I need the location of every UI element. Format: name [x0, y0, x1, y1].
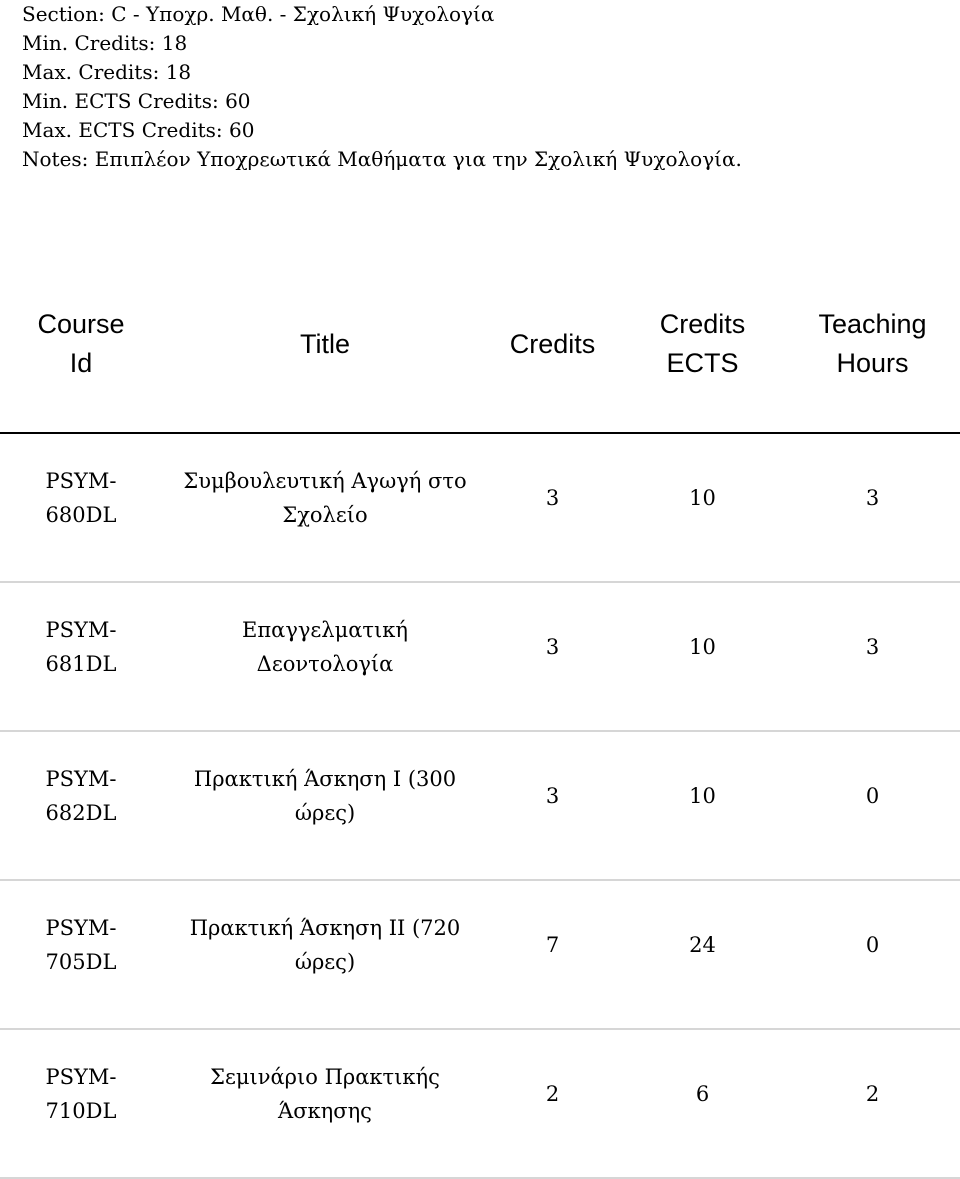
course-id-cell: PSYM- 681DL	[45, 618, 117, 676]
ects-cell: 10	[689, 486, 716, 510]
ects-cell: 10	[689, 635, 716, 659]
table-row	[0, 881, 960, 1030]
course-id-cell: PSYM- 680DL	[45, 469, 117, 527]
credits-cell: 3	[545, 486, 560, 510]
course-title-cell: Συμβουλευτική Αγωγή στο Σχολείο	[183, 469, 467, 527]
table-row	[0, 1030, 960, 1179]
course-id-cell: PSYM- 682DL	[45, 767, 117, 825]
header-teaching-hours: Teaching Hours	[818, 309, 927, 378]
section-name: Section: C - Υποχρ. Μαθ. - Σχολική Ψυχολογία	[22, 2, 495, 26]
header-credits: Credits	[509, 328, 596, 359]
course-title-cell: Σεμινάριο Πρακτικής Άσκησης	[210, 1065, 440, 1123]
course-id-cell: PSYM- 705DL	[45, 916, 117, 974]
courses-table	[0, 290, 960, 1179]
ects-cell: 24	[689, 933, 716, 957]
table-row	[0, 434, 960, 583]
ects-cell: 6	[695, 1082, 710, 1106]
min-ects-credits: Min. ECTS Credits: 60	[22, 89, 251, 113]
credits-cell: 3	[545, 635, 560, 659]
teaching-hours-cell: 0	[865, 933, 880, 957]
header-credits-ects: Credits ECTS	[659, 309, 746, 378]
min-credits: Min. Credits: 18	[22, 31, 188, 55]
course-id-cell: PSYM- 710DL	[45, 1065, 117, 1123]
max-credits: Max. Credits: 18	[22, 60, 192, 84]
header-title: Title	[299, 328, 350, 359]
credits-cell: 3	[545, 784, 560, 808]
credits-cell: 7	[545, 933, 560, 957]
table-row	[0, 583, 960, 732]
ects-cell: 10	[689, 784, 716, 808]
teaching-hours-cell: 0	[865, 784, 880, 808]
max-ects-credits: Max. ECTS Credits: 60	[22, 118, 255, 142]
table-header-row	[0, 290, 960, 434]
course-title-cell: Πρακτική Άσκηση ΙΙ (720 ώρες)	[189, 916, 461, 974]
section-info	[22, 0, 742, 174]
section-notes: Notes: Επιπλέον Υποχρεωτικά Μαθήματα για την Σχολική Ψυχολογία.	[22, 147, 742, 171]
teaching-hours-cell: 3	[865, 486, 880, 510]
course-title-cell: Πρακτική Άσκηση Ι (300 ώρες)	[193, 767, 457, 825]
teaching-hours-cell: 2	[865, 1082, 880, 1106]
teaching-hours-cell: 3	[865, 635, 880, 659]
course-title-cell: Επαγγελματική Δεοντολογία	[242, 618, 408, 676]
header-course-id: Course Id	[37, 309, 125, 378]
credits-cell: 2	[545, 1082, 560, 1106]
table-row	[0, 732, 960, 881]
